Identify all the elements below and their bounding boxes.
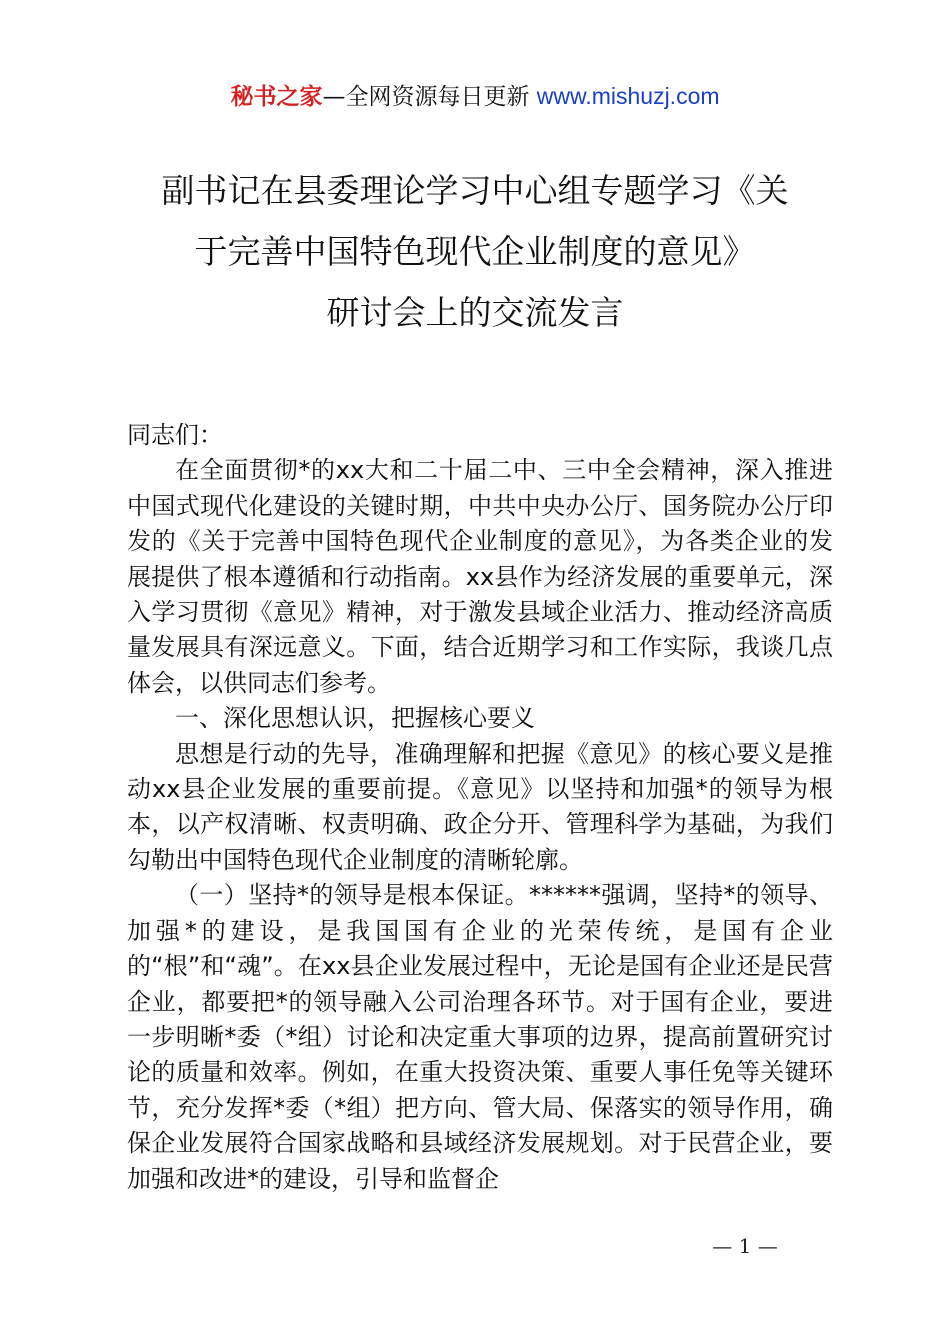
brand-name: 秘书之家 — [230, 84, 323, 110]
title-line: 研讨会上的交流发言 — [326, 293, 624, 332]
title-line: 于完善中国特色现代企业制度的意见》 — [194, 232, 756, 271]
body-paragraph: 在全面贯彻*的xx大和二十届二中、三中全会精神，深入推进中国式现代化建设的关键时期，中共中央办公厅、国务院办公厅印发的《关于完善中国特色现代企业制度的意见》，为各类企业的发展提供了根本遵循和行动指南。xx县作为经济发展的重要单元，深入学习贯彻《意见》精神，对于激发县域企业活力、推动经济高质量发展具有深远意义。下面，结合近期学习和工作实际，我谈几点体会，以供同志们参考。 — [127, 456, 833, 697]
body-paragraph: 思想是行动的先导，准确理解和把握《意见》的核心要义是推动xx县企业发展的重要前提。《意见》以坚持和加强*的领导为根本，以产权清晰、权责明确、政企分开、管理科学为基础，为我们勾勒出中国特色现代企业制度的清晰轮廓。 — [127, 739, 833, 874]
header-tagline: —全网资源每日更新 — [322, 84, 537, 110]
site-header — [0, 80, 950, 113]
document-body — [127, 418, 833, 1197]
title-line: 副书记在县委理论学习中心组专题学习《关 — [161, 171, 789, 210]
body-paragraph: （一）坚持*的领导是根本保证。******强调，坚持*的领导、加强*的建设，是我国国有企业的光荣传统，是国有企业的“根”和“魂”。在xx县企业发展过程中，无论是国有企业还是民营企业，都要把*的领导融入公司治理各环节。对于国有企业，要进一步明晰*委（*组）讨论和决定重大事项的边界，提高前置研究讨论的质量和效率。例如，在重大投资决策、重要人事任免等关键环节，充分发挥*委（*组）把方向、管大局、保落实的领导作用，确保企业发展符合国家战略和县域经济发展规划。对于民营企业，要加强和改进*的建设，引导和监督企 — [127, 881, 833, 1193]
section-heading: 一、深化思想认识，把握核心要义 — [175, 704, 535, 733]
document-title — [60, 160, 890, 343]
page-number: — 1 — — [712, 1234, 778, 1258]
salutation: 同志们： — [127, 421, 223, 449]
site-url-link[interactable]: www.mishuzj.com — [536, 83, 720, 109]
